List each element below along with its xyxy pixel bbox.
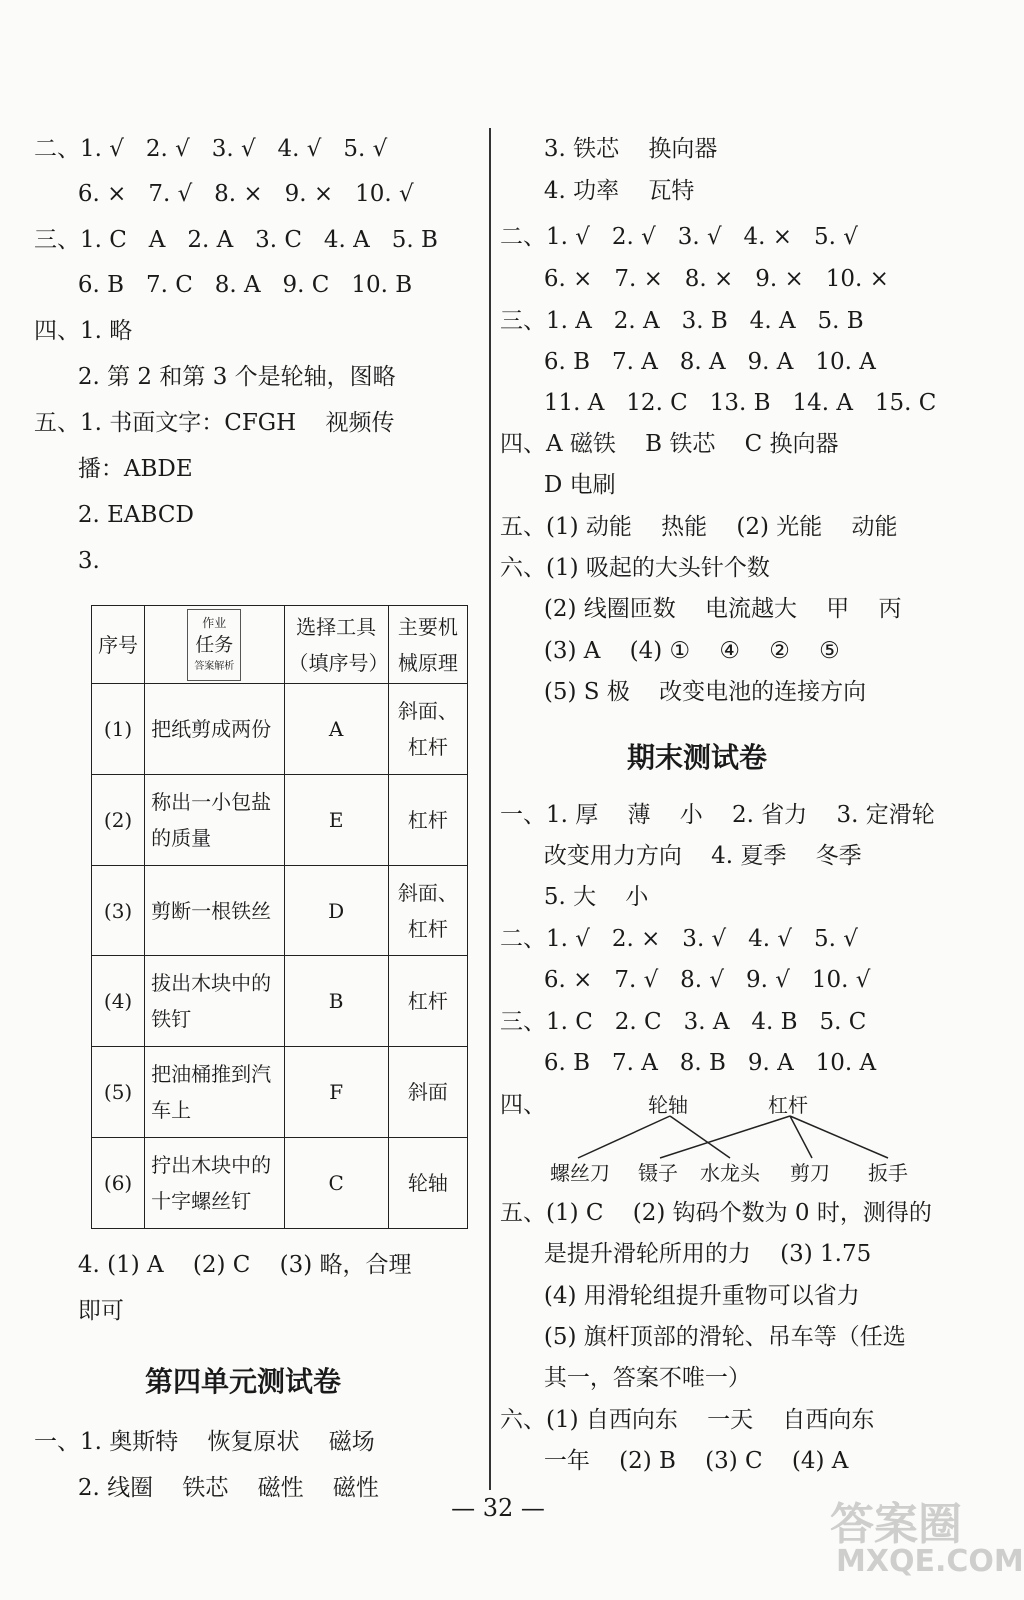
- cell-principle: 斜面、 杠杆: [388, 865, 467, 956]
- table-header-row: [92, 606, 468, 684]
- answer-line: 三、1. A 2. A 3. B 4. A 5. B: [500, 308, 864, 334]
- diagram-item: 螺丝刀: [550, 1161, 610, 1185]
- table-row: [92, 956, 468, 1047]
- table-row: [92, 684, 468, 775]
- cell-number: (3): [92, 865, 145, 956]
- table-row: [92, 774, 468, 865]
- cell-principle: 斜面: [388, 1047, 467, 1138]
- answer-line: 播：ABDE: [34, 456, 193, 482]
- header-cell-number: 序号: [92, 606, 145, 684]
- section-title-unit4: 第四单元测试卷: [145, 1365, 342, 1398]
- diagram-label-wheel-axle: 轮轴: [648, 1093, 688, 1117]
- answer-line: 二、1. √ 2. × 3. √ 4. √ 5. √: [500, 926, 858, 952]
- answer-line: 2. EABCD: [34, 502, 194, 528]
- diagram-item: 水龙头: [700, 1161, 760, 1185]
- header-cell-principle: 主要机 械原理: [388, 606, 467, 684]
- table-row: [92, 1138, 468, 1229]
- answer-line: 三、1. C A 2. A 3. C 4. A 5. B: [34, 227, 438, 253]
- answer-line: 5. 大 小: [500, 884, 649, 910]
- cell-number: (1): [92, 684, 145, 775]
- answer-line: 三、1. C 2. C 3. A 4. B 5. C: [500, 1009, 867, 1035]
- answer-line: 二、1. √ 2. √ 3. √ 4. √ 5. √: [34, 136, 388, 162]
- matching-diagram: [550, 1093, 950, 1190]
- table-row: [92, 865, 468, 956]
- cell-principle: 杠杆: [388, 956, 467, 1047]
- answer-line: 6. × 7. × 8. × 9. × 10. ×: [500, 266, 889, 292]
- answer-line: 6. × 7. √ 8. √ 9. √ 10. √: [500, 967, 871, 993]
- cell-principle: 斜面、 杠杆: [388, 684, 467, 775]
- task-stamp: 作业 任务 答案解析: [187, 609, 241, 681]
- column-divider: [489, 128, 491, 1490]
- table-row: [92, 1047, 468, 1138]
- answer-line: 四、1. 略: [34, 318, 133, 344]
- diagram-item: 扳手: [868, 1161, 908, 1185]
- answer-line: 二、1. √ 2. √ 3. √ 4. × 5. √: [500, 224, 858, 250]
- cell-tool: B: [284, 956, 388, 1047]
- answer-line: 其一，答案不唯一）: [500, 1365, 751, 1391]
- answer-line: 改变用力方向 4. 夏季 冬季: [500, 843, 862, 869]
- answer-line: 一、1. 奥斯特 恢复原状 磁场: [34, 1429, 375, 1455]
- answer-line: 即可: [34, 1298, 124, 1324]
- tool-table: [91, 605, 468, 1229]
- answer-line: 六、(1) 吸起的大头针个数: [500, 555, 770, 581]
- cell-tool: E: [284, 774, 388, 865]
- diagram-label-lever: 杠杆: [768, 1093, 808, 1117]
- answer-line: 3.: [34, 548, 100, 574]
- cell-principle: 杠杆: [388, 774, 467, 865]
- answer-line: 四、A 磁铁 B 铁芯 C 换向器: [500, 431, 839, 457]
- answer-line: (5) 旗杆顶部的滑轮、吊车等（任选: [500, 1324, 906, 1350]
- header-cell-tool: 选择工具 （填序号）: [284, 606, 388, 684]
- cell-number: (5): [92, 1047, 145, 1138]
- cell-task: 拧出木块中的 十字螺丝钉: [145, 1138, 284, 1229]
- answer-line: 3. 铁芯 换向器: [500, 136, 718, 162]
- answer-line: D 电刷: [500, 472, 616, 498]
- answer-line: 2. 第 2 和第 3 个是轮轴，图略: [34, 364, 396, 390]
- answer-line: 2. 线圈 铁芯 磁性 磁性: [34, 1475, 379, 1501]
- cell-tool: A: [284, 684, 388, 775]
- answer-line: (5) S 极 改变电池的连接方向: [500, 679, 867, 705]
- answer-line: 五、(1) C (2) 钩码个数为 0 时，测得的: [500, 1200, 932, 1226]
- answer-line: 五、(1) 动能 热能 (2) 光能 动能: [500, 514, 898, 540]
- answer-line: (3) A (4) ① ④ ② ⑤: [500, 638, 840, 664]
- match-line: [790, 1116, 888, 1158]
- cell-number: (2): [92, 774, 145, 865]
- cell-task: 把油桶推到汽 车上: [145, 1047, 284, 1138]
- answer-line: 6. B 7. A 8. A 9. A 10. A: [500, 349, 876, 375]
- header-cell-task: [145, 606, 284, 684]
- answer-line: 11. A 12. C 13. B 14. A 15. C: [500, 390, 937, 416]
- answer-line: 六、(1) 自西向东 一天 自西向东: [500, 1407, 875, 1433]
- diagram-item: 剪刀: [790, 1161, 830, 1185]
- answer-line: 6. B 7. C 8. A 9. C 10. B: [34, 272, 413, 298]
- answer-line: 6. B 7. A 8. B 9. A 10. A: [500, 1050, 877, 1076]
- cell-task: 把纸剪成两份: [145, 684, 284, 775]
- cell-task: 拔出木块中的 铁钉: [145, 956, 284, 1047]
- cell-tool: D: [284, 865, 388, 956]
- cell-number: (4): [92, 956, 145, 1047]
- answer-line: 一年 (2) B (3) C (4) A: [500, 1448, 849, 1474]
- answer-line: 是提升滑轮所用的力 (3) 1.75: [500, 1241, 872, 1267]
- cell-tool: F: [284, 1047, 388, 1138]
- page-number: — 32 —: [451, 1494, 545, 1522]
- answer-line: 6. × 7. √ 8. × 9. × 10. √: [34, 181, 414, 207]
- answer-line: 一、1. 厚 薄 小 2. 省力 3. 定滑轮: [500, 802, 935, 828]
- section-title-final: 期末测试卷: [627, 741, 768, 774]
- answer-line: 4. (1) A (2) C (3) 略，合理: [34, 1252, 412, 1278]
- watermark-logo: 答案圈 MXQE.COM: [830, 1499, 1024, 1579]
- cell-principle: 轮轴: [388, 1138, 467, 1229]
- answer-line: 4. 功率 瓦特: [500, 178, 695, 204]
- diagram-item: 镊子: [638, 1161, 678, 1185]
- answer-line: (2) 线圈匝数 电流越大 甲 丙: [500, 596, 902, 622]
- answer-line: 四、: [500, 1092, 546, 1118]
- match-line: [790, 1116, 812, 1158]
- answer-line: 五、1. 书面文字：CFGH 视频传: [34, 410, 395, 436]
- cell-number: (6): [92, 1138, 145, 1229]
- cell-tool: C: [284, 1138, 388, 1229]
- cell-task: 称出一小包盐 的质量: [145, 774, 284, 865]
- match-line: [578, 1116, 670, 1158]
- answer-line: (4) 用滑轮组提升重物可以省力: [500, 1283, 860, 1309]
- cell-task: 剪断一根铁丝: [145, 865, 284, 956]
